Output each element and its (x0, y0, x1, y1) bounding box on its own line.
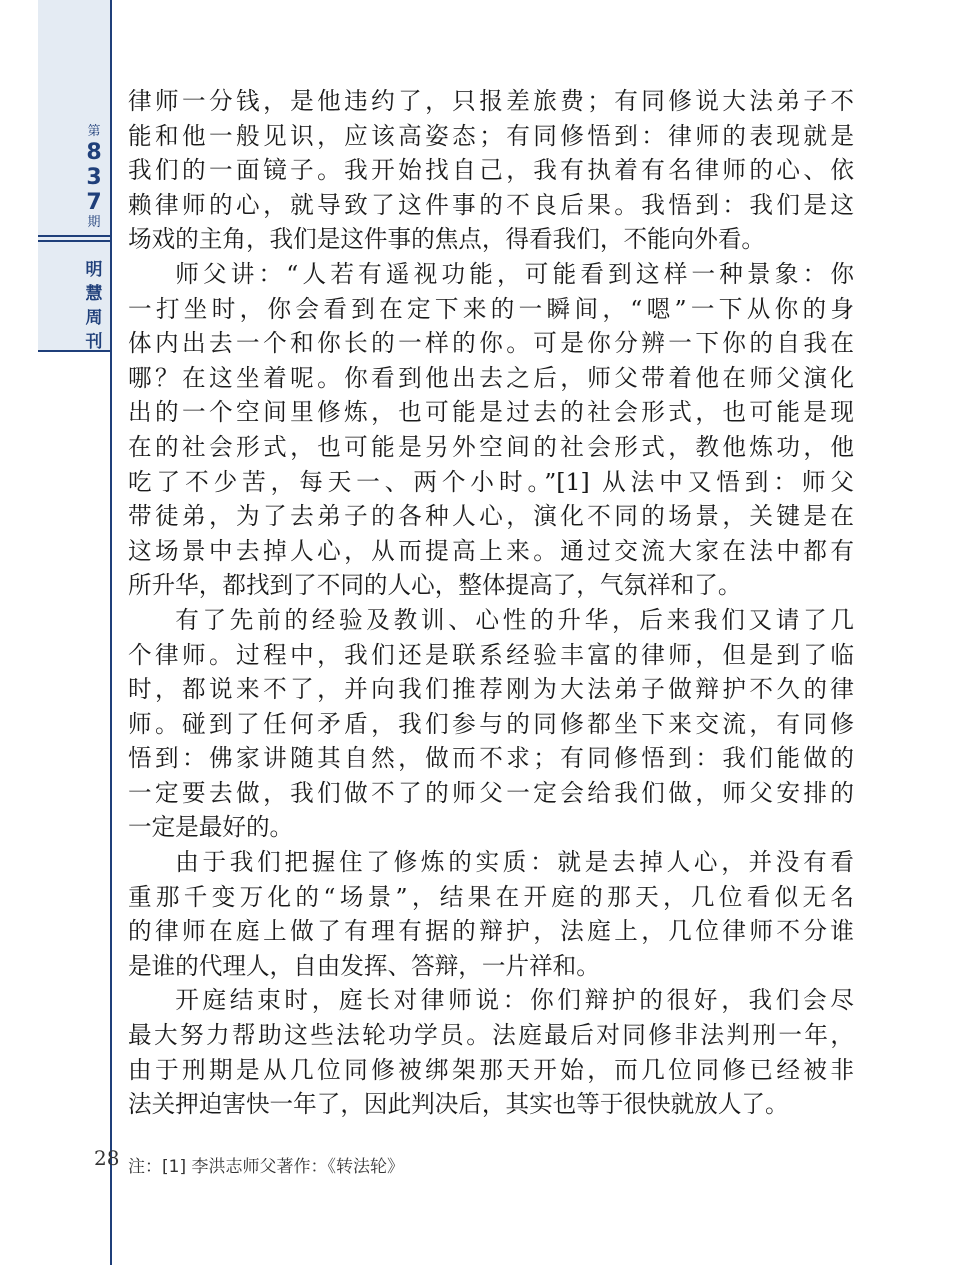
text-line: 是谁的代理人，自由发挥、答辩，一片祥和。 (128, 951, 600, 980)
text-line: 在的社会形式，也可能是另外空间的社会形式，教他炼功，他 (128, 432, 854, 461)
issue-digit: 7 (86, 190, 102, 215)
magazine-char: 明 (85, 260, 103, 280)
page-number: 28 (94, 1146, 120, 1170)
sidebar-divider (38, 240, 112, 242)
text-line: 时，都说来不了，并向我们推荐刚为大法弟子做辩护不久的律 (128, 675, 854, 704)
text-line: 由于刑期是从几位同修被绑架那天开始，而几位同修已经被非 (128, 1055, 854, 1084)
text-line: 一打坐时，你会看到在定下来的一瞬间，“嗯”一下从你的身 (128, 294, 854, 323)
text-line: 哪？在这坐着呢。你看到他出去之后，师父带着他在师父演化 (128, 363, 854, 392)
magazine-char: 慧 (85, 284, 103, 304)
text-line: 我们的一面镜子。我开始找自己，我有执着有名律师的心、依 (128, 156, 854, 185)
issue-prefix: 第 (87, 124, 101, 139)
text-line: 由于我们把握住了修炼的实质：就是去掉人心，并没有看 (175, 848, 854, 877)
magazine-name (82, 258, 106, 354)
text-line: 能和他一般见识，应该高姿态；有同修悟到：律师的表现就是 (128, 121, 854, 150)
issue-suffix: 期 (87, 215, 101, 230)
text-line: 体内出去一个和你长的一样的你。可是你分辨一下你的自我在 (128, 329, 854, 358)
text-line: 带徒弟，为了去弟子的各种人心，演化不同的场景，关键是在 (128, 502, 854, 531)
text-line: 场戏的主角，我们是这件事的焦点，得看我们，不能向外看。 (128, 225, 766, 254)
text-line: 有了先前的经验及教训、心性的升华，后来我们又请了几 (175, 605, 854, 634)
margin-rule (110, 352, 112, 1265)
footnote: 注：[1] 李洪志师父著作：《转法轮》 (128, 1157, 404, 1177)
sidebar-divider (38, 235, 112, 237)
issue-digit: 3 (86, 165, 102, 190)
text-line: 律师一分钱，是他违约了，只报差旅费；有同修说大法弟子不 (128, 87, 854, 115)
text-line: 开庭结束时，庭长对律师说：你们辩护的很好，我们会尽 (175, 986, 854, 1015)
text-line: 重那千变万化的“场景”，结果在开庭的那天，几位看似无名 (128, 882, 854, 911)
text-line: 师父讲：“人若有遥视功能，可能看到这样一种景象：你 (175, 259, 854, 288)
issue-digit: 8 (86, 140, 102, 165)
issue-number (80, 124, 108, 231)
text-line: 吃了不少苦，每天一、两个小时。”[1] 从法中又悟到：师父 (128, 467, 854, 496)
article-body (128, 84, 854, 1122)
text-line: 悟到：佛家讲随其自然，做而不求；有同修悟到：我们能做的 (128, 744, 854, 773)
magazine-char: 周 (85, 308, 103, 328)
text-line: 法关押迫害快一年了，因此判决后，其实也等于很快就放人了。 (128, 1090, 789, 1119)
text-line: 个律师。过程中，我们还是联系经验丰富的律师，但是到了临 (128, 640, 854, 669)
magazine-char: 刊 (85, 332, 103, 352)
text-line: 赖律师的心，就导致了这件事的不良后果。我悟到：我们是这 (128, 190, 854, 219)
text-line: 的律师在庭上做了有理有据的辩护，法庭上，几位律师不分谁 (128, 917, 854, 946)
text-line: 一定是最好的。 (128, 813, 294, 842)
text-line: 一定要去做，我们做不了的师父一定会给我们做，师父安排的 (128, 778, 854, 807)
text-line: 最大努力帮助这些法轮功学员。法庭最后对同修非法判刑一年， (128, 1021, 854, 1050)
text-line: 出的一个空间里修炼，也可能是过去的社会形式，也可能是现 (128, 398, 854, 427)
text-line: 所升华，都找到了不同的人心，整体提高了，气氛祥和了。 (128, 571, 742, 600)
text-line: 这场景中去掉人心，从而提高上来。通过交流大家在法中都有 (128, 536, 854, 565)
text-line: 师。碰到了任何矛盾，我们参与的同修都坐下来交流，有同修 (128, 709, 854, 738)
